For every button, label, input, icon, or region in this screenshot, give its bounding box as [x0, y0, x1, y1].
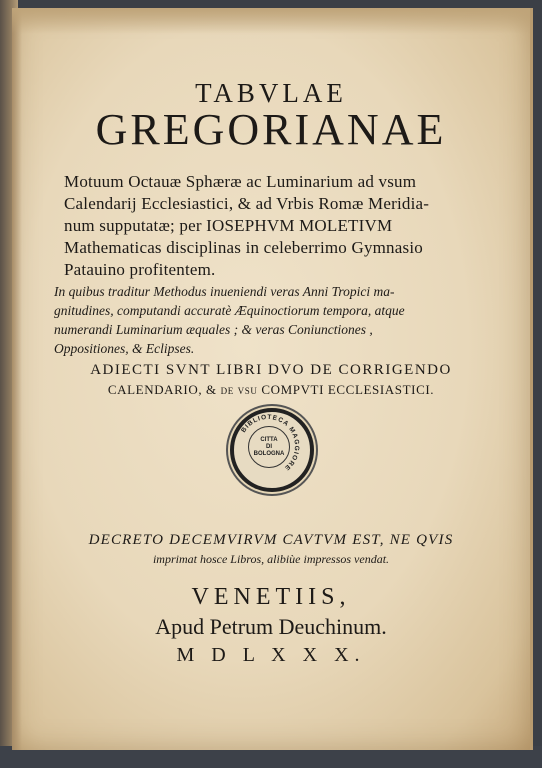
italic-line-1: In quibus traditur Methodus inueniendi veras Anni Tropici ma- [54, 284, 395, 299]
stamp-ring-text: BIBLIOTECA MAGGIORE [240, 413, 301, 472]
title-line-1: TABVLAE [195, 78, 347, 108]
adiecti-line-1: ADIECTI SVNT LIBRI DVO DE CORRIGENDO [90, 362, 452, 378]
body-line-5: Patauino profitentem. [64, 260, 216, 279]
page-top-edge [12, 8, 530, 34]
body-line-1: Motuum Octauæ Sphæræ ac Luminarium ad vsum [64, 172, 417, 191]
italic-line-2: gnitudines, computandi accuratè Æquinoctiorum tempora, atque [54, 303, 405, 318]
imprint-printer: Apud Petrum Deuchinum. [155, 614, 387, 639]
stamp-center-line-1: CITTA [260, 436, 278, 443]
title-line-2: GREGORIANAE [95, 105, 447, 154]
italic-line-3: numerandi Luminarium æquales ; & veras Coniunctiones , [54, 322, 373, 337]
body-line-3: num supputatæ; per IOSEPHVM MOLETIVM [64, 216, 393, 235]
title-page [12, 8, 533, 750]
decreto-line-1: DECRETO DECEMVIRVM CAVTVM EST, NE QVIS [88, 532, 454, 548]
adiecti-line-2: CALENDARIO, & de vsu COMPVTI ECCLESIASTICI. [107, 382, 435, 397]
library-stamp [230, 408, 314, 492]
stamp-center-line-3: BOLOGNA [253, 450, 285, 457]
body-line-2: Calendarij Ecclesiastici, & ad Vrbis Romæ Meridia- [64, 194, 430, 213]
body-line-4: Mathematicas disciplinas in celeberrimo Gymnasio [64, 238, 423, 257]
stamp-center-line-2: DI [266, 443, 272, 450]
decreto-line-2: imprimat hosce Libros, alibiùe impressos vendat. [152, 552, 390, 566]
italic-line-4: Oppositiones, & Eclipses. [54, 341, 195, 356]
imprint-year: M D L X X X. [176, 644, 366, 666]
imprint-city: VENETIIS, [191, 584, 351, 610]
stamp-center [248, 426, 290, 468]
